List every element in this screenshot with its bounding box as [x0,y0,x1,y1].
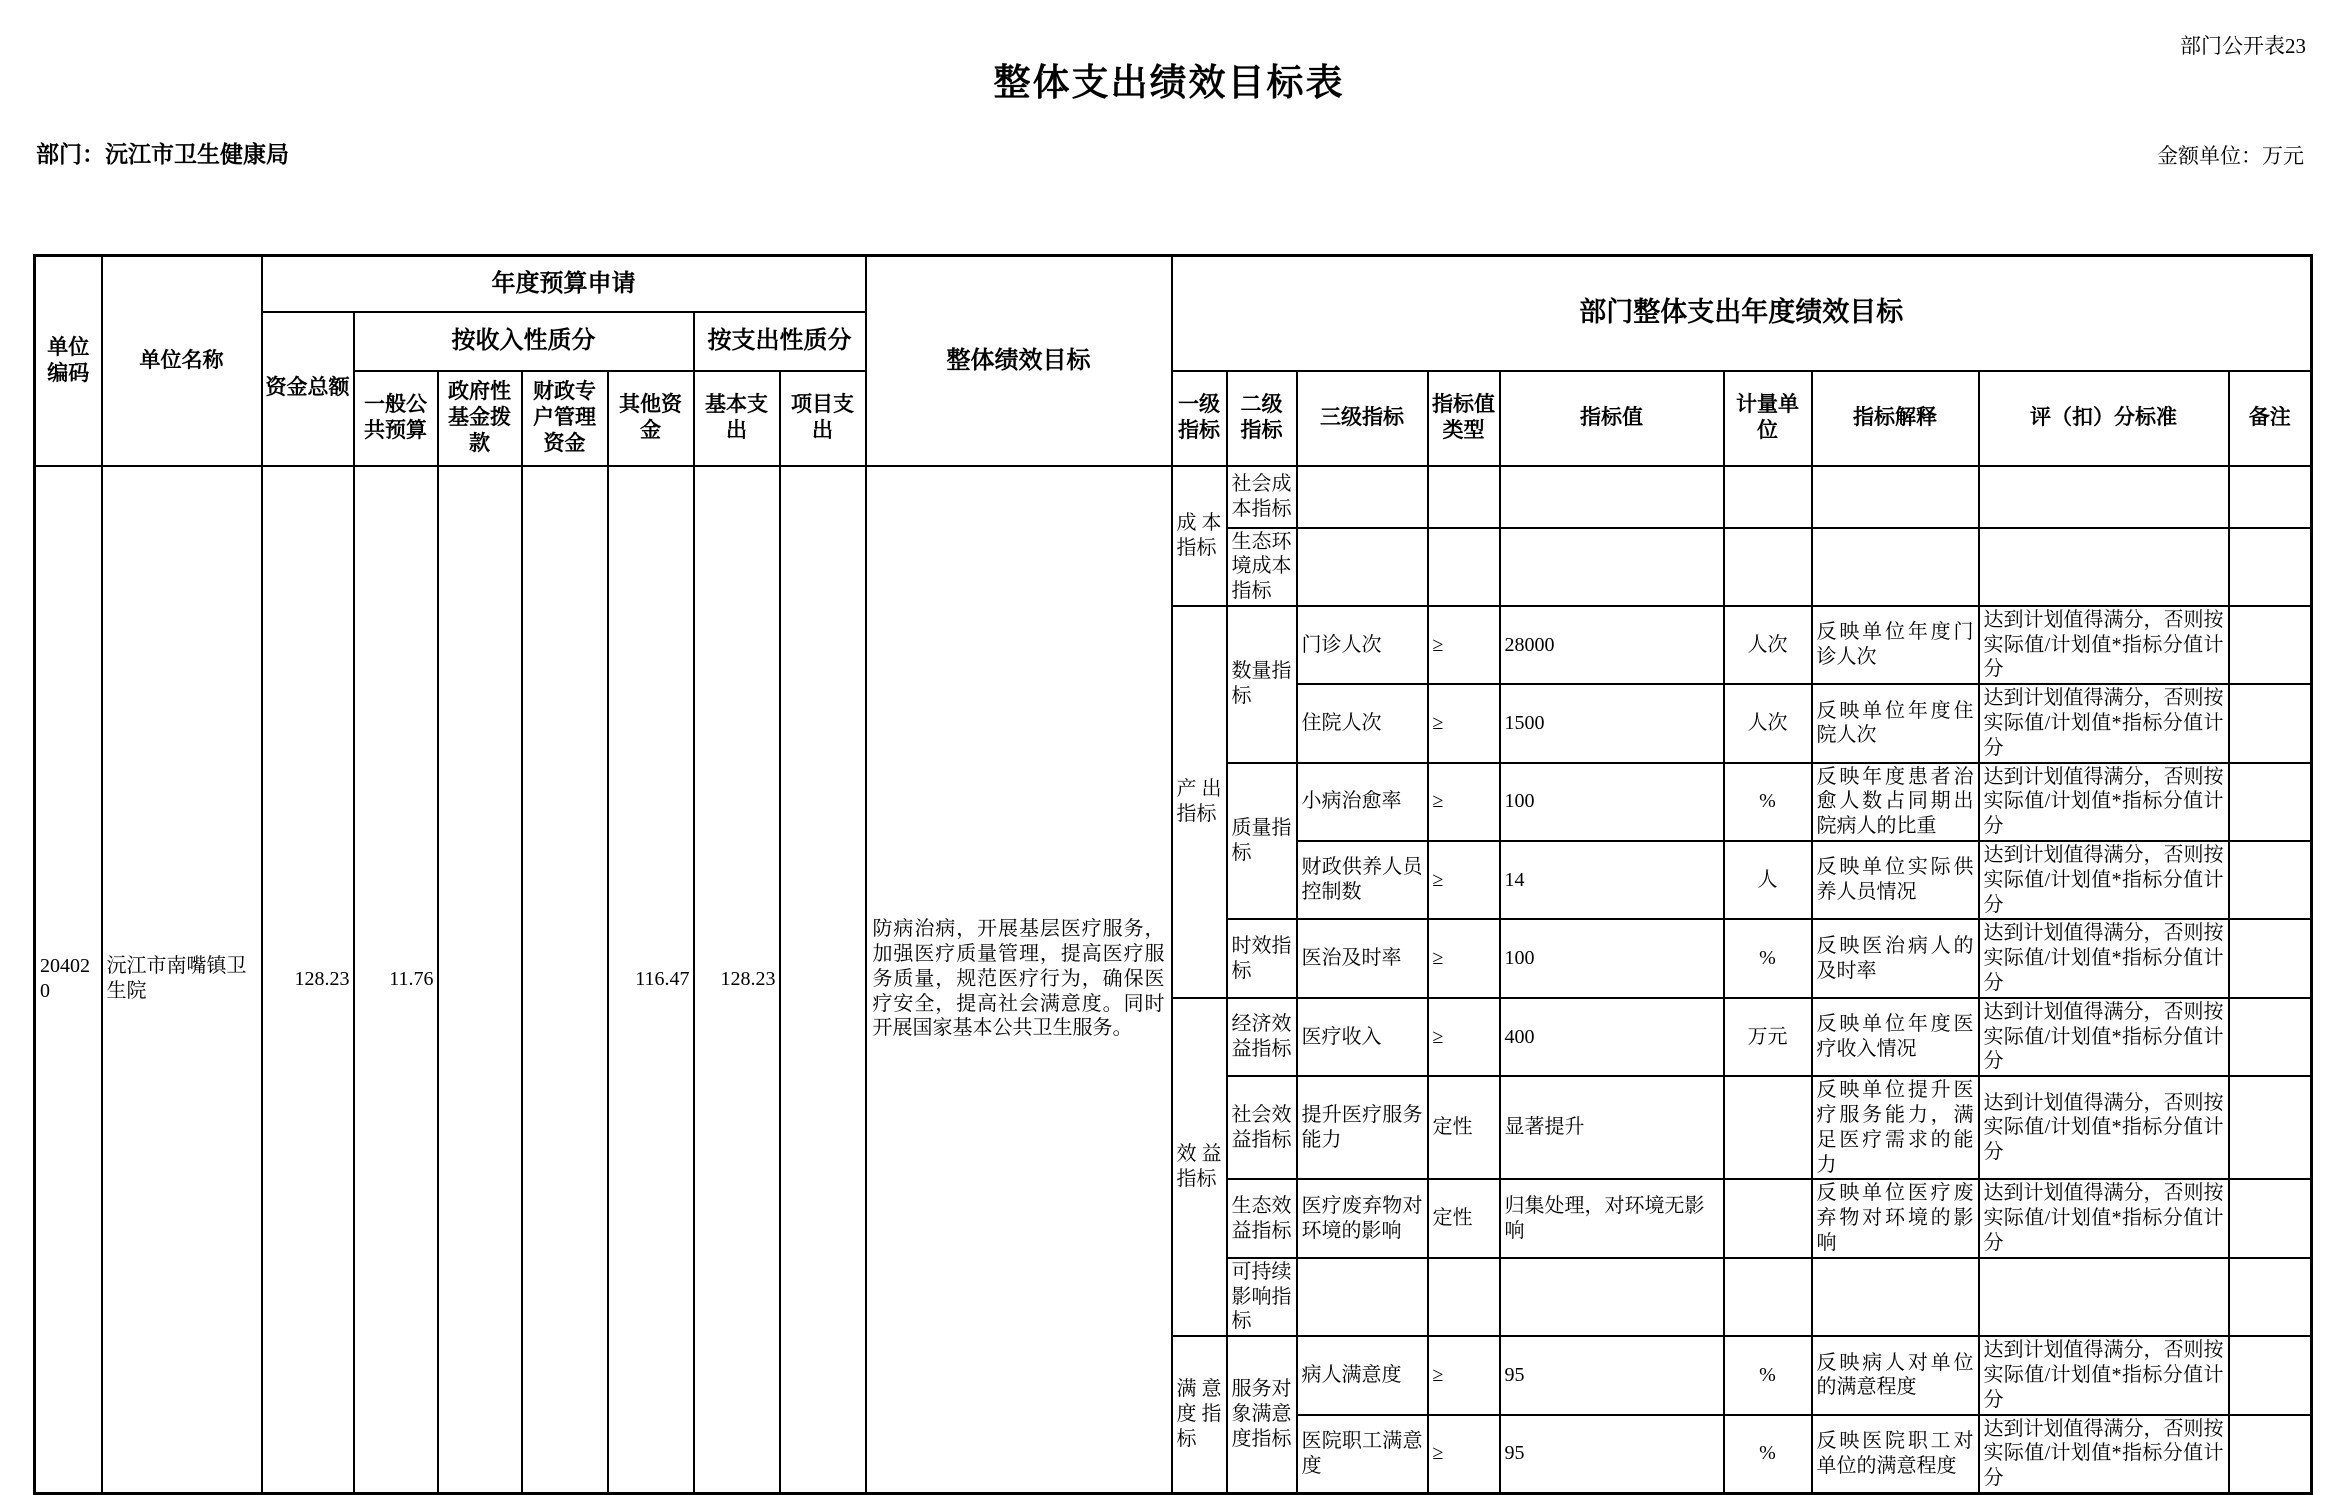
cell-level3: 财政供养人员控制数 [1297,841,1428,919]
cell-explanation: 反映单位医疗废弃物对环境的影响 [1812,1179,1979,1257]
cell-level3: 医院职工满意度 [1297,1415,1428,1494]
cell-scoring: 达到计划值得满分，否则按实际值/计划值*指标分值计分 [1979,763,2229,841]
cell-level3: 医治及时率 [1297,919,1428,997]
cell-remark [2229,1415,2312,1494]
cell-value: 归集处理，对环境无影响 [1500,1179,1724,1257]
cell-level2: 社会成本指标 [1227,466,1297,528]
cell-measure-unit: % [1724,919,1812,997]
cell-measure-unit [1724,466,1812,528]
cell-remark [2229,998,2312,1076]
cell-general-public-budget: 11.76 [354,466,438,1494]
cell-level3: 住院人次 [1297,684,1428,762]
corner-form-number: 部门公开表23 [2180,34,2306,58]
cell-explanation [1812,1258,1979,1336]
cell-level2: 社会效益指标 [1227,1076,1297,1179]
cell-level2: 生态环境成本指标 [1227,528,1297,606]
cell-scoring: 达到计划值得满分，否则按实际值/计划值*指标分值计分 [1979,684,2229,762]
cell-scoring: 达到计划值得满分，否则按实际值/计划值*指标分值计分 [1979,606,2229,684]
cell-scoring [1979,528,2229,606]
cell-scoring: 达到计划值得满分，否则按实际值/计划值*指标分值计分 [1979,1415,2229,1494]
cell-level3 [1297,528,1428,606]
cell-project-expenditure [780,466,866,1494]
cell-level2: 服务对象满意度指标 [1227,1336,1297,1493]
cell-basic-expenditure: 128.23 [694,466,780,1494]
cell-level3: 医疗收入 [1297,998,1428,1076]
cell-measure-unit: 人次 [1724,606,1812,684]
cell-value-type [1428,466,1500,528]
cell-scoring [1979,1258,2229,1336]
cell-explanation: 反映医院职工对单位的满意程度 [1812,1415,1979,1494]
header-annual-budget: 年度预算申请 [262,256,866,312]
cell-value [1500,466,1724,528]
cell-scoring: 达到计划值得满分，否则按实际值/计划值*指标分值计分 [1979,1076,2229,1179]
cell-level3 [1297,466,1428,528]
cell-remark [2229,1336,2312,1414]
cell-remark [2229,466,2312,528]
cell-overall-target: 防病治病，开展基层医疗服务，加强医疗质量管理，提高医疗服务质量，规范医疗行为，确保医疗安全，提高社会满意度。同时开展国家基本公共卫生服务。 [866,466,1172,1494]
header-other-funds: 其他资金 [608,371,694,466]
cell-level2: 可持续影响指标 [1227,1258,1297,1336]
header-row-3 [35,371,2312,466]
page-title: 整体支出绩效目标表 [993,62,1345,103]
cell-value-type: ≥ [1428,1336,1500,1414]
cell-value: 95 [1500,1415,1724,1494]
cell-level3: 病人满意度 [1297,1336,1428,1414]
cell-level1: 产出指标 [1172,606,1227,998]
cell-value: 100 [1500,919,1724,997]
cell-value-type: ≥ [1428,763,1500,841]
cell-scoring [1979,466,2229,528]
cell-remark [2229,1179,2312,1257]
cell-value-type [1428,1258,1500,1336]
header-value: 指标值 [1500,371,1724,466]
cell-level3: 提升医疗服务能力 [1297,1076,1428,1179]
cell-value: 100 [1500,763,1724,841]
cell-value: 1500 [1500,684,1724,762]
department-label: 部门：沅江市卫生健康局 [36,141,289,167]
cell-level2: 数量指标 [1227,606,1297,763]
cell-remark [2229,919,2312,997]
cell-remark [2229,684,2312,762]
cell-level2: 质量指标 [1227,763,1297,920]
cell-scoring: 达到计划值得满分，否则按实际值/计划值*指标分值计分 [1979,1179,2229,1257]
cell-value-type: ≥ [1428,841,1500,919]
cell-value: 14 [1500,841,1724,919]
cell-explanation: 反映单位年度门诊人次 [1812,606,1979,684]
performance-target-table [33,254,2313,1495]
header-remark: 备注 [2229,371,2312,466]
amount-unit-label: 金额单位：万元 [2157,144,2304,168]
cell-value-type: 定性 [1428,1179,1500,1257]
cell-measure-unit [1724,1258,1812,1336]
header-total-funds: 资金总额 [262,312,354,466]
cell-value-type: ≥ [1428,998,1500,1076]
header-explanation: 指标解释 [1812,371,1979,466]
cell-measure-unit [1724,528,1812,606]
header-dept-annual-target: 部门整体支出年度绩效目标 [1172,256,2312,371]
cell-level1: 效益指标 [1172,998,1227,1336]
cell-measure-unit: 人次 [1724,684,1812,762]
cell-measure-unit: 人 [1724,841,1812,919]
cell-explanation: 反映年度患者治愈人数占同期出院病人的比重 [1812,763,1979,841]
header-scoring: 评（扣）分标准 [1979,371,2229,466]
header-basic-expenditure: 基本支出 [694,371,780,466]
cell-measure-unit: % [1724,763,1812,841]
header-by-expenditure: 按支出性质分 [694,312,866,371]
indicator-row [35,466,2312,528]
cell-value-type [1428,528,1500,606]
cell-level1: 满意度指标 [1172,1336,1227,1493]
cell-scoring: 达到计划值得满分，否则按实际值/计划值*指标分值计分 [1979,919,2229,997]
cell-value-type: ≥ [1428,606,1500,684]
cell-explanation [1812,528,1979,606]
cell-measure-unit: % [1724,1415,1812,1494]
cell-explanation: 反映单位年度住院人次 [1812,684,1979,762]
cell-explanation [1812,466,1979,528]
cell-remark [2229,528,2312,606]
cell-measure-unit [1724,1076,1812,1179]
header-project-expenditure: 项目支出 [780,371,866,466]
cell-explanation: 反映单位年度医疗收入情况 [1812,998,1979,1076]
cell-value: 95 [1500,1336,1724,1414]
cell-remark [2229,1258,2312,1336]
cell-level3 [1297,1258,1428,1336]
cell-remark [2229,841,2312,919]
header-gov-fund: 政府性基金拨款 [438,371,522,466]
cell-other-funds: 116.47 [608,466,694,1494]
header-by-income: 按收入性质分 [354,312,694,371]
header-level3: 三级指标 [1297,371,1428,466]
header-row-1 [35,256,2312,312]
header-measure-unit: 计量单位 [1724,371,1812,466]
cell-measure-unit [1724,1179,1812,1257]
header-fiscal-special-account: 财政专户管理资金 [522,371,608,466]
header-unit-name: 单位名称 [102,256,262,466]
cell-value: 显著提升 [1500,1076,1724,1179]
header-unit-code: 单位编码 [35,256,102,466]
cell-value-type: ≥ [1428,684,1500,762]
cell-fiscal-special-account [522,466,608,1494]
header-value-type: 指标值类型 [1428,371,1500,466]
cell-value: 28000 [1500,606,1724,684]
cell-value-type: ≥ [1428,919,1500,997]
cell-value [1500,528,1724,606]
cell-level3: 小病治愈率 [1297,763,1428,841]
cell-remark [2229,1076,2312,1179]
cell-value-type: 定性 [1428,1076,1500,1179]
cell-scoring: 达到计划值得满分，否则按实际值/计划值*指标分值计分 [1979,841,2229,919]
cell-unit-name: 沅江市南嘴镇卫生院 [102,466,262,1494]
cell-explanation: 反映医治病人的及时率 [1812,919,1979,997]
cell-level2: 经济效益指标 [1227,998,1297,1076]
cell-remark [2229,763,2312,841]
cell-measure-unit: % [1724,1336,1812,1414]
cell-explanation: 反映单位提升医疗服务能力，满足医疗需求的能力 [1812,1076,1979,1179]
header-overall-target: 整体绩效目标 [866,256,1172,466]
cell-level3: 门诊人次 [1297,606,1428,684]
cell-level3: 医疗废弃物对环境的影响 [1297,1179,1428,1257]
header-level1: 一级指标 [1172,371,1227,466]
cell-remark [2229,606,2312,684]
cell-measure-unit: 万元 [1724,998,1812,1076]
cell-unit-code: 204020 [35,466,102,1494]
cell-level1: 成本指标 [1172,466,1227,606]
cell-explanation: 反映单位实际供养人员情况 [1812,841,1979,919]
cell-value [1500,1258,1724,1336]
cell-scoring: 达到计划值得满分，否则按实际值/计划值*指标分值计分 [1979,998,2229,1076]
cell-value: 400 [1500,998,1724,1076]
header-general-public-budget: 一般公共预算 [354,371,438,466]
cell-level2: 时效指标 [1227,919,1297,997]
cell-scoring: 达到计划值得满分，否则按实际值/计划值*指标分值计分 [1979,1336,2229,1414]
cell-total-funds: 128.23 [262,466,354,1494]
cell-level2: 生态效益指标 [1227,1179,1297,1257]
cell-explanation: 反映病人对单位的满意程度 [1812,1336,1979,1414]
header-level2: 二级指标 [1227,371,1297,466]
cell-value-type: ≥ [1428,1415,1500,1494]
cell-gov-fund [438,466,522,1494]
